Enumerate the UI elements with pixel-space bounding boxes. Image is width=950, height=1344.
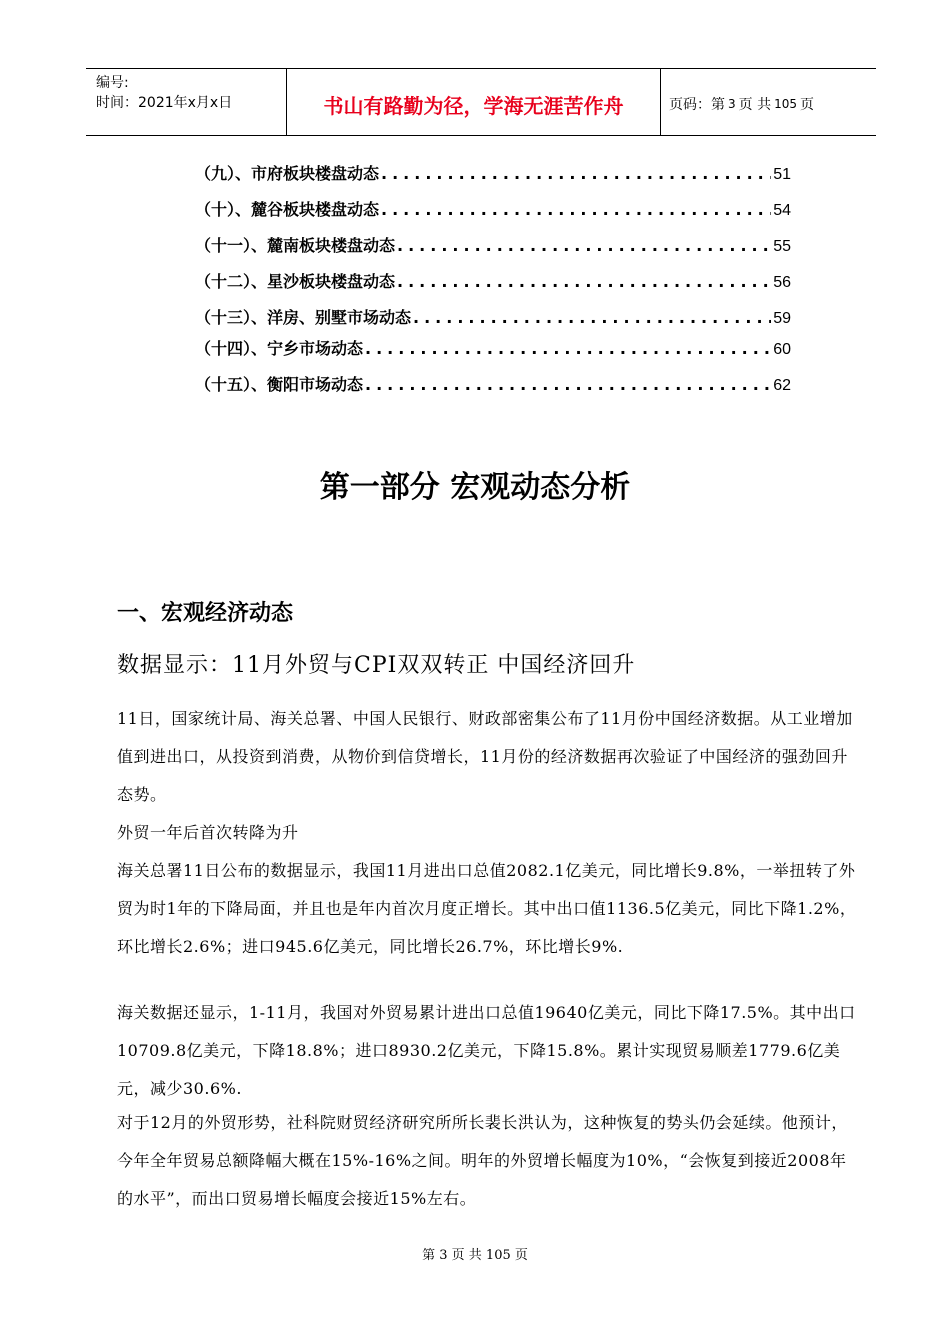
toc-leader-dots <box>381 200 771 219</box>
header-motto: 书山有路勤为径，学海无涯苦作舟 <box>287 69 661 135</box>
toc-entry-page: 55 <box>773 238 791 255</box>
page-suffix: 页 <box>800 97 814 113</box>
toc-entry-label: （十五）、衡阳市场动态 <box>195 375 364 394</box>
page-mid: 页 共 <box>738 97 772 113</box>
toc-leader-dots <box>365 375 771 394</box>
time-label: 时间：2021年x月x日 <box>96 95 233 111</box>
toc-entry-page: 56 <box>773 274 791 291</box>
toc-leader-dots <box>413 308 771 327</box>
toc-leader-dots <box>365 339 771 358</box>
body-paragraph: 11日，国家统计局、海关总署、中国人民银行、财政部密集公布了11月份中国经济数据。从工业增加值到进出口，从投资到消费，从物价到信贷增长，11月份的经济数据再次验证了中国经济的强劲回升态势。 <box>117 709 853 804</box>
body-paragraph: 外贸一年后首次转降为升 <box>117 823 299 842</box>
body-paragraph: 海关总署11日公布的数据显示，我国11月进出口总值2082.1亿美元，同比增长9.8%，一举扭转了外贸为时1年的下降局面，并且也是年内首次月度正增长。其中出口值1136.5亿美元，同比下降1.2%，环比增长2.6%；进口945.6亿美元，同比增长26.7%，环比增长9%. <box>117 861 857 956</box>
toc-entry[interactable] <box>195 161 791 185</box>
toc-entry-page: 62 <box>773 377 791 394</box>
body-paragraph: 对于12月的外贸形势，社科院财贸经济研究所所长裴长洪认为，这种恢复的势头仍会延续。他预计，今年全年贸易总额降幅大概在15%-16%之间。明年的外贸增长幅度为10%，“会恢复到接近2008年的水平”，而出口贸易增长幅度会接近15%左右。 <box>117 1113 848 1208</box>
toc-entry-label: （九）、市府板块楼盘动态 <box>195 164 380 183</box>
header-meta <box>86 69 287 135</box>
toc-entry-label: （十一）、麓南板块楼盘动态 <box>195 236 396 255</box>
page-footer: 第 3 页 共 105 页 <box>422 1248 528 1263</box>
toc-entry-page: 60 <box>773 341 791 358</box>
body-paragraph: 海关数据还显示，1-11月，我国对外贸易累计进出口总值19640亿美元，同比下降17.5%。其中出口10709.8亿美元，下降18.8%；进口8930.2亿美元，下降15.8%。累计实现贸易顺差1779.6亿美元，减少30.6%. <box>117 1003 856 1098</box>
toc-entry[interactable] <box>195 269 791 293</box>
page-number: 3 <box>728 97 736 111</box>
page-header <box>86 68 876 136</box>
toc-entry[interactable] <box>195 336 791 360</box>
toc-entry[interactable] <box>195 197 791 221</box>
toc-leader-dots <box>397 272 771 291</box>
toc-entry-page: 54 <box>773 202 791 219</box>
article-subtitle: 数据显示：11月外贸与CPI双双转正 中国经济回升 <box>117 653 636 678</box>
page-total: 105 <box>774 97 797 111</box>
toc-leader-dots <box>397 236 771 255</box>
toc-entry-label: （十）、麓谷板块楼盘动态 <box>195 200 380 219</box>
toc-leader-dots <box>381 164 771 183</box>
toc-entry-label: （十四）、宁乡市场动态 <box>195 339 364 358</box>
toc-entry[interactable] <box>195 305 791 329</box>
toc-entry-label: （十二）、星沙板块楼盘动态 <box>195 272 396 291</box>
toc-entry-label: （十三）、洋房、别墅市场动态 <box>195 308 412 327</box>
toc-entry[interactable] <box>195 372 791 396</box>
toc-entry[interactable] <box>195 233 791 257</box>
section-title: 一、宏观经济动态 <box>117 601 294 626</box>
toc-entry-page: 59 <box>773 310 791 327</box>
page-prefix: 页码：第 <box>669 97 725 113</box>
toc-entry-page: 51 <box>773 166 791 183</box>
header-page-info <box>661 69 876 135</box>
part-title: 第一部分 宏观动态分析 <box>319 470 631 505</box>
number-label: 编号: <box>96 75 129 91</box>
